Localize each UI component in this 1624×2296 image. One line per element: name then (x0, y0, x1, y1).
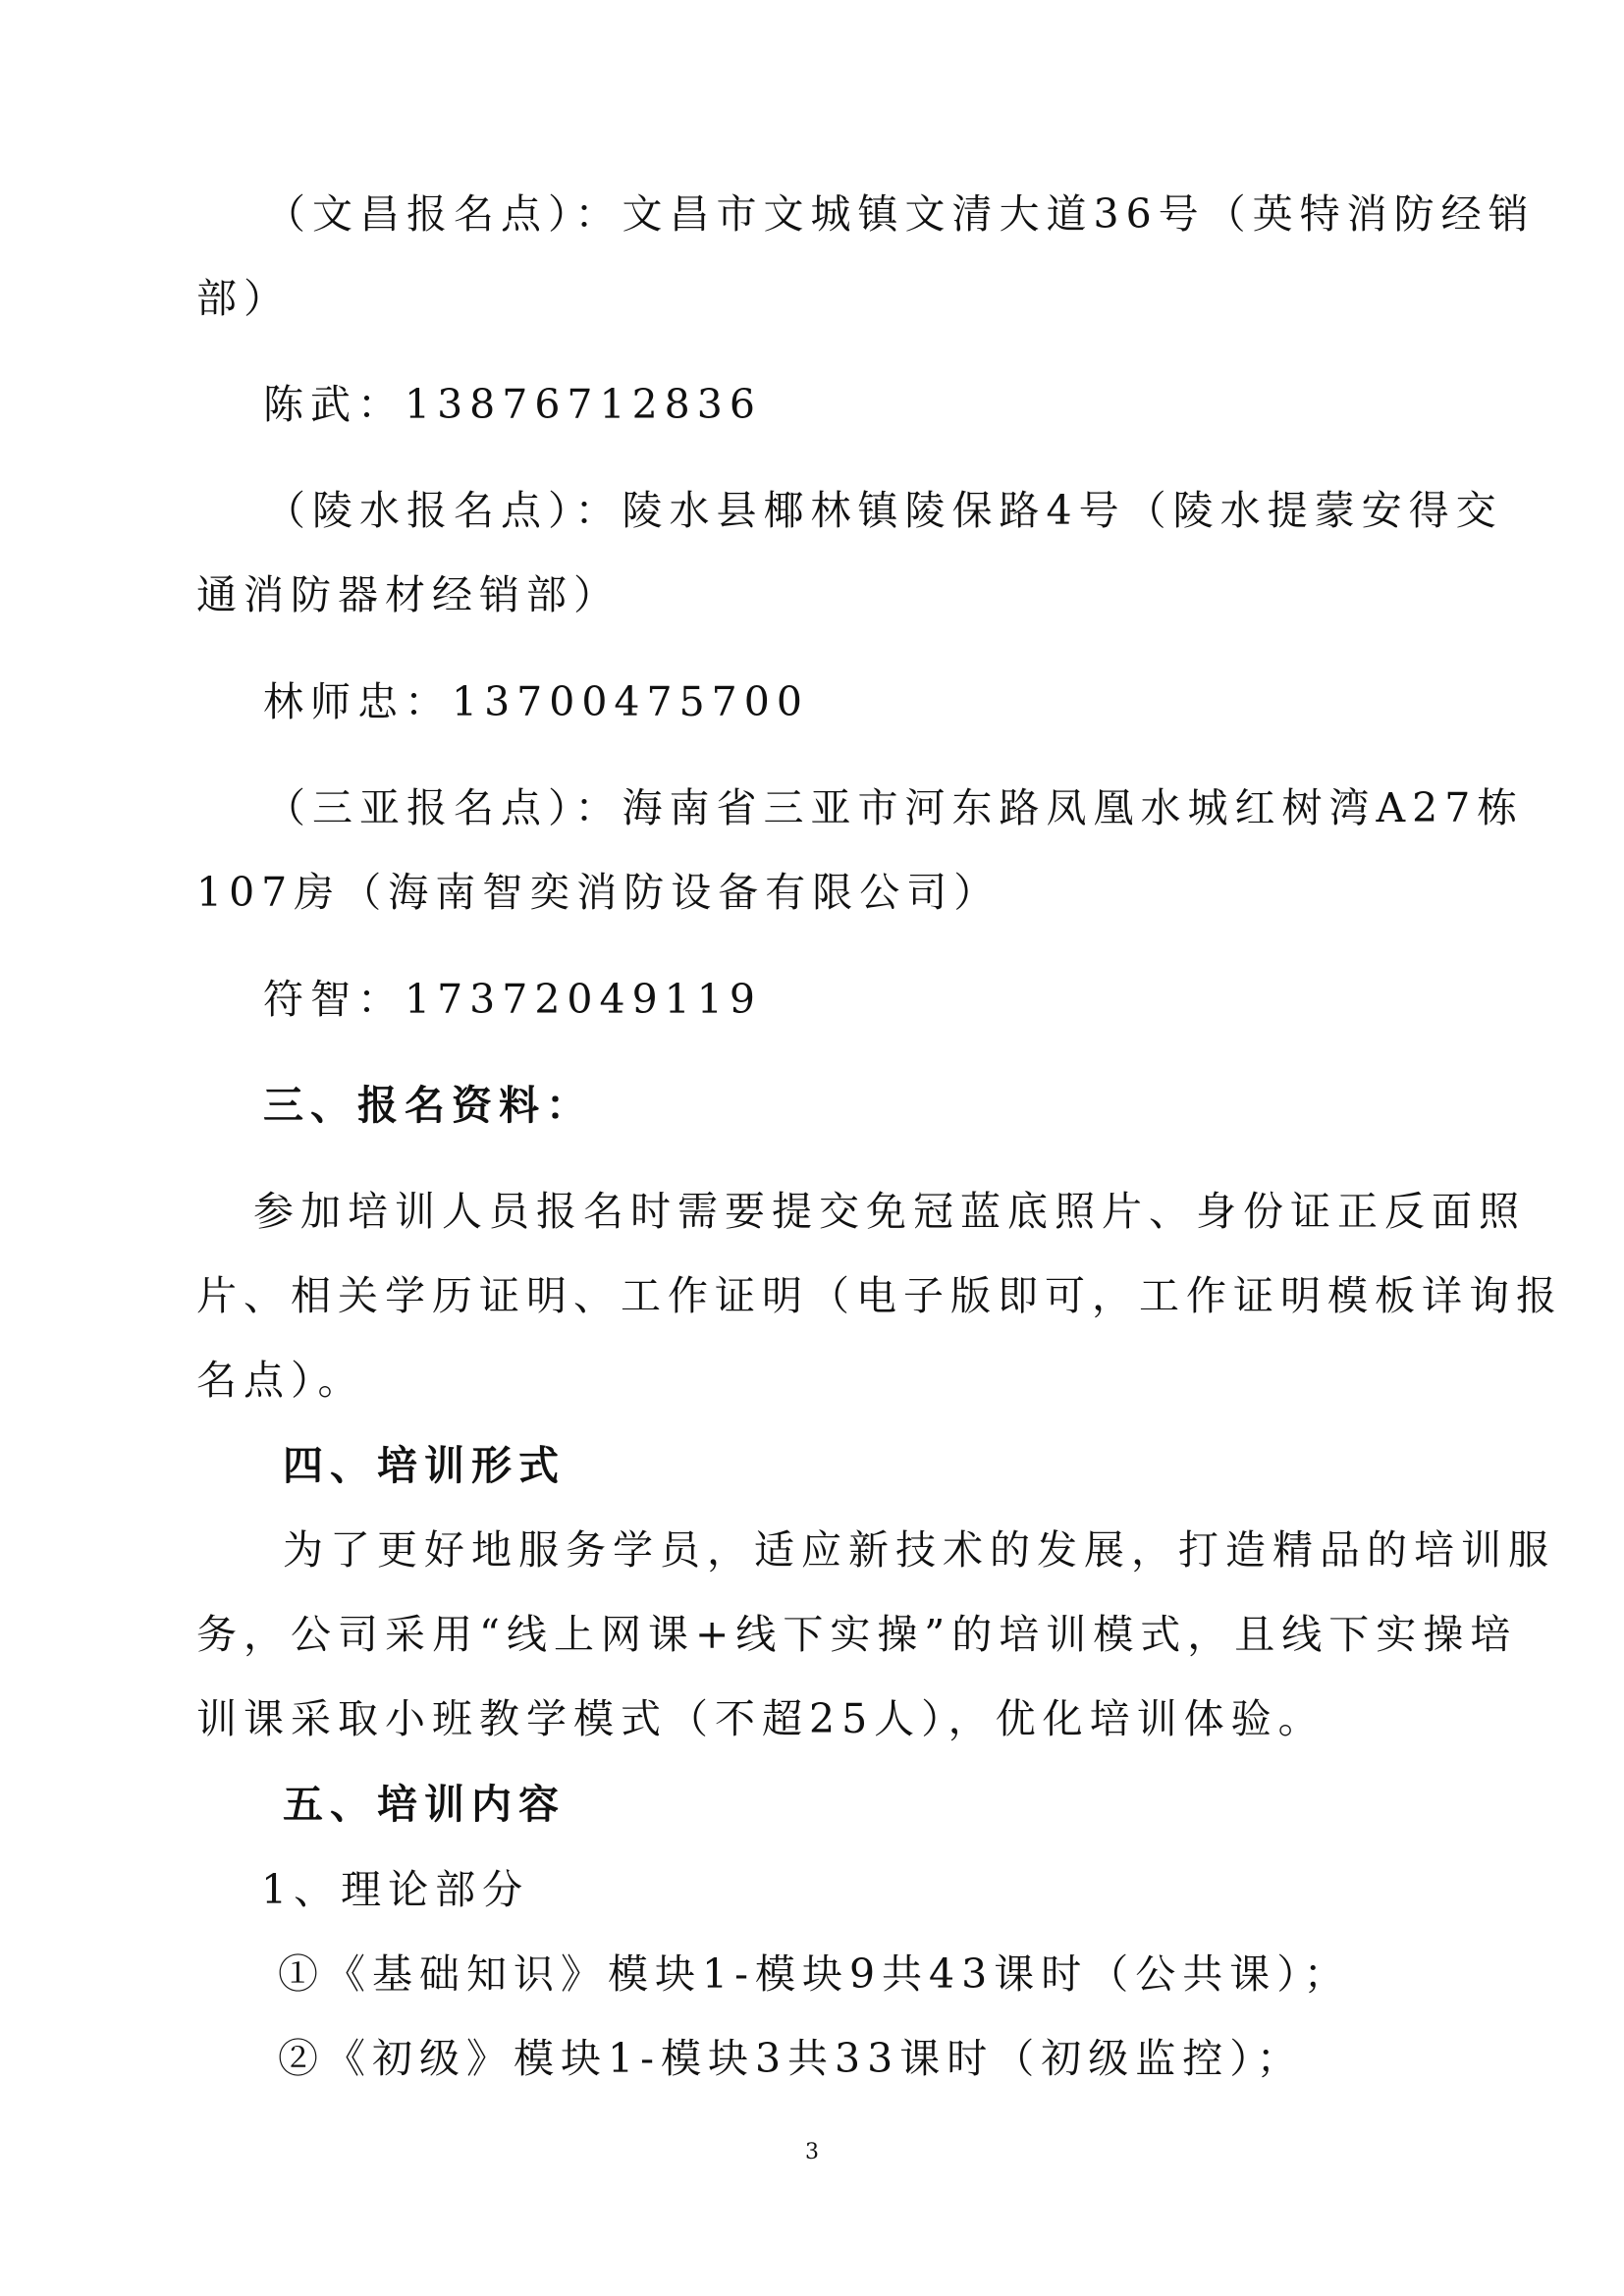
text-line-format-1: 为了更好地服务学员，适应新技术的发展，打造精品的培训服 (283, 1526, 1555, 1574)
page-number: 3 (805, 2140, 819, 2164)
text-line-sanya-address: （三亚报名点）：海南省三亚市河东路凤凰水城红树湾A27栋 (265, 784, 1525, 831)
section-heading-registration-materials: 三、报名资料： (263, 1082, 593, 1129)
text-line-materials-2: 片、相关学历证明、工作证明（电子版即可，工作证明模板详询报 (196, 1272, 1563, 1319)
text-line-format-2: 务，公司采用“线上网课+线下实操”的培训模式，且线下实操培 (196, 1611, 1518, 1658)
text-line-sanya-address-cont: 107房（海南智奕消防设备有限公司） (196, 869, 1001, 916)
text-line-materials-3: 名点）。 (196, 1357, 365, 1404)
text-line-materials-1: 参加培训人员报名时需要提交免冠蓝底照片、身份证正反面照 (253, 1188, 1526, 1235)
text-line-lingshui-contact: 林师忠：13700475700 (263, 678, 809, 725)
text-line-junior-level: ②《初级》模块1-模块3共33课时（初级监控）； (278, 2035, 1304, 2082)
text-line-lingshui-address-cont: 通消防器材经销部） (196, 571, 621, 618)
section-heading-training-format: 四、培训形式 (283, 1442, 566, 1489)
text-line-wenchang-address-cont: 部） (196, 275, 291, 322)
text-line-format-3: 训课采取小班教学模式（不超25人），优化培训体验。 (196, 1695, 1326, 1742)
text-line-lingshui-address: （陵水报名点）：陵水县椰林镇陵保路4号（陵水提蒙安得交 (265, 487, 1503, 534)
text-line-wenchang-address: （文昌报名点）：文昌市文城镇文清大道36号（英特消防经销 (265, 190, 1536, 238)
section-heading-training-content: 五、培训内容 (283, 1781, 566, 1828)
text-line-sanya-contact: 符智：17372049119 (263, 976, 762, 1023)
text-line-basic-knowledge: ①《基础知识》模块1-模块9共43课时（公共课）； (278, 1950, 1351, 1998)
text-line-wenchang-contact: 陈武：13876712836 (263, 381, 762, 428)
text-line-theory-part: 1、理论部分 (261, 1866, 530, 1913)
